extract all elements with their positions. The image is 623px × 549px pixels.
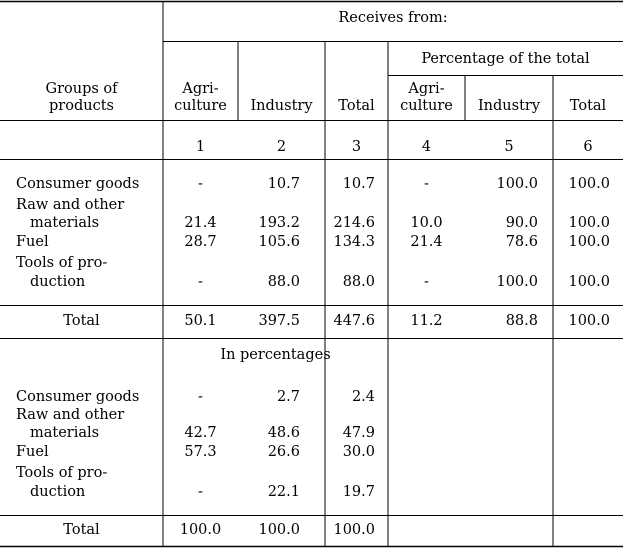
cell: 10.7 <box>267 176 300 192</box>
cell: 447.6 <box>333 313 375 329</box>
cell: 48.6 <box>267 425 300 441</box>
cell: 100.0 <box>568 215 610 231</box>
cell: - <box>198 389 203 405</box>
cell: 78.6 <box>505 234 538 250</box>
row-label: Consumer goods <box>16 389 140 405</box>
cell: - <box>198 484 203 500</box>
col5-header: Industry <box>477 98 541 114</box>
cell: 57.3 <box>184 444 217 460</box>
cell: 105.6 <box>258 234 300 250</box>
cell: 30.0 <box>342 444 375 460</box>
row-label: Fuel <box>16 234 49 250</box>
cell: 11.2 <box>410 313 443 329</box>
cell: 193.2 <box>258 215 300 231</box>
col6-number: 6 <box>583 139 593 155</box>
cell: 42.7 <box>184 425 217 441</box>
cell: 22.1 <box>267 484 300 500</box>
cell: 100.0 <box>496 274 538 290</box>
row-label: Raw and other <box>16 407 125 423</box>
row-label-cont: materials <box>30 215 100 231</box>
cell: 90.0 <box>505 215 538 231</box>
col4-header-line2: culture <box>400 98 453 114</box>
cell: 214.6 <box>333 215 375 231</box>
cell: 100.0 <box>258 522 300 538</box>
row-label: Raw and other <box>16 197 125 213</box>
cell: 28.7 <box>184 234 217 250</box>
col4-number: 4 <box>421 139 432 155</box>
cell: - <box>424 274 429 290</box>
col3-number: 3 <box>351 139 362 155</box>
col4-header-line1: Agri- <box>408 81 445 97</box>
row-label-cont: duction <box>30 274 86 290</box>
cell: - <box>198 274 203 290</box>
groups-header-line1: Groups of <box>45 81 118 97</box>
cell: 100.0 <box>568 176 610 192</box>
cell: 100.0 <box>568 234 610 250</box>
cell: 26.6 <box>267 444 300 460</box>
cell: 50.1 <box>184 313 217 329</box>
col2-number: 2 <box>276 139 287 155</box>
col5-number: 5 <box>504 139 514 155</box>
cell: 100.0 <box>179 522 222 538</box>
cell: 397.5 <box>258 313 300 329</box>
cell: 10.0 <box>410 215 443 231</box>
cell: 88.0 <box>267 274 300 290</box>
col1-header-line1: Agri- <box>182 81 219 97</box>
col1-header-line2: culture <box>174 98 227 114</box>
cell: 100.0 <box>568 274 610 290</box>
row-label: Fuel <box>16 444 49 460</box>
col6-header: Total <box>569 98 607 114</box>
cell: 100.0 <box>496 176 538 192</box>
col1-number: 1 <box>195 139 206 155</box>
cell: 2.4 <box>351 389 375 405</box>
cell: 47.9 <box>342 425 375 441</box>
row-label: Tools of pro- <box>16 255 108 271</box>
cell: - <box>198 176 203 192</box>
percentage-of-total-header: Percentage of the total <box>421 51 590 67</box>
in-percentages-title: In percentages <box>220 347 331 363</box>
cell: 21.4 <box>410 234 443 250</box>
cell: 21.4 <box>184 215 217 231</box>
groups-header-line2: products <box>49 98 114 114</box>
receives-from-header: Receives from: <box>338 10 448 26</box>
cell: 2.7 <box>276 389 300 405</box>
row-label-cont: duction <box>30 484 86 500</box>
row-label-cont: materials <box>30 425 100 441</box>
col3-header: Total <box>338 98 375 114</box>
cell: 100.0 <box>568 313 610 329</box>
cell: 88.8 <box>505 313 538 329</box>
cell: 134.3 <box>333 234 375 250</box>
cell: - <box>424 176 429 192</box>
total-row-label: Total <box>63 313 100 329</box>
cell: 100.0 <box>333 522 375 538</box>
row-label: Consumer goods <box>16 176 140 192</box>
cell: 88.0 <box>342 274 375 290</box>
row-label: Tools of pro- <box>16 465 108 481</box>
cell: 19.7 <box>342 484 375 500</box>
total-row-label: Total <box>63 522 100 538</box>
col2-header: Industry <box>250 98 313 114</box>
cell: 10.7 <box>342 176 375 192</box>
